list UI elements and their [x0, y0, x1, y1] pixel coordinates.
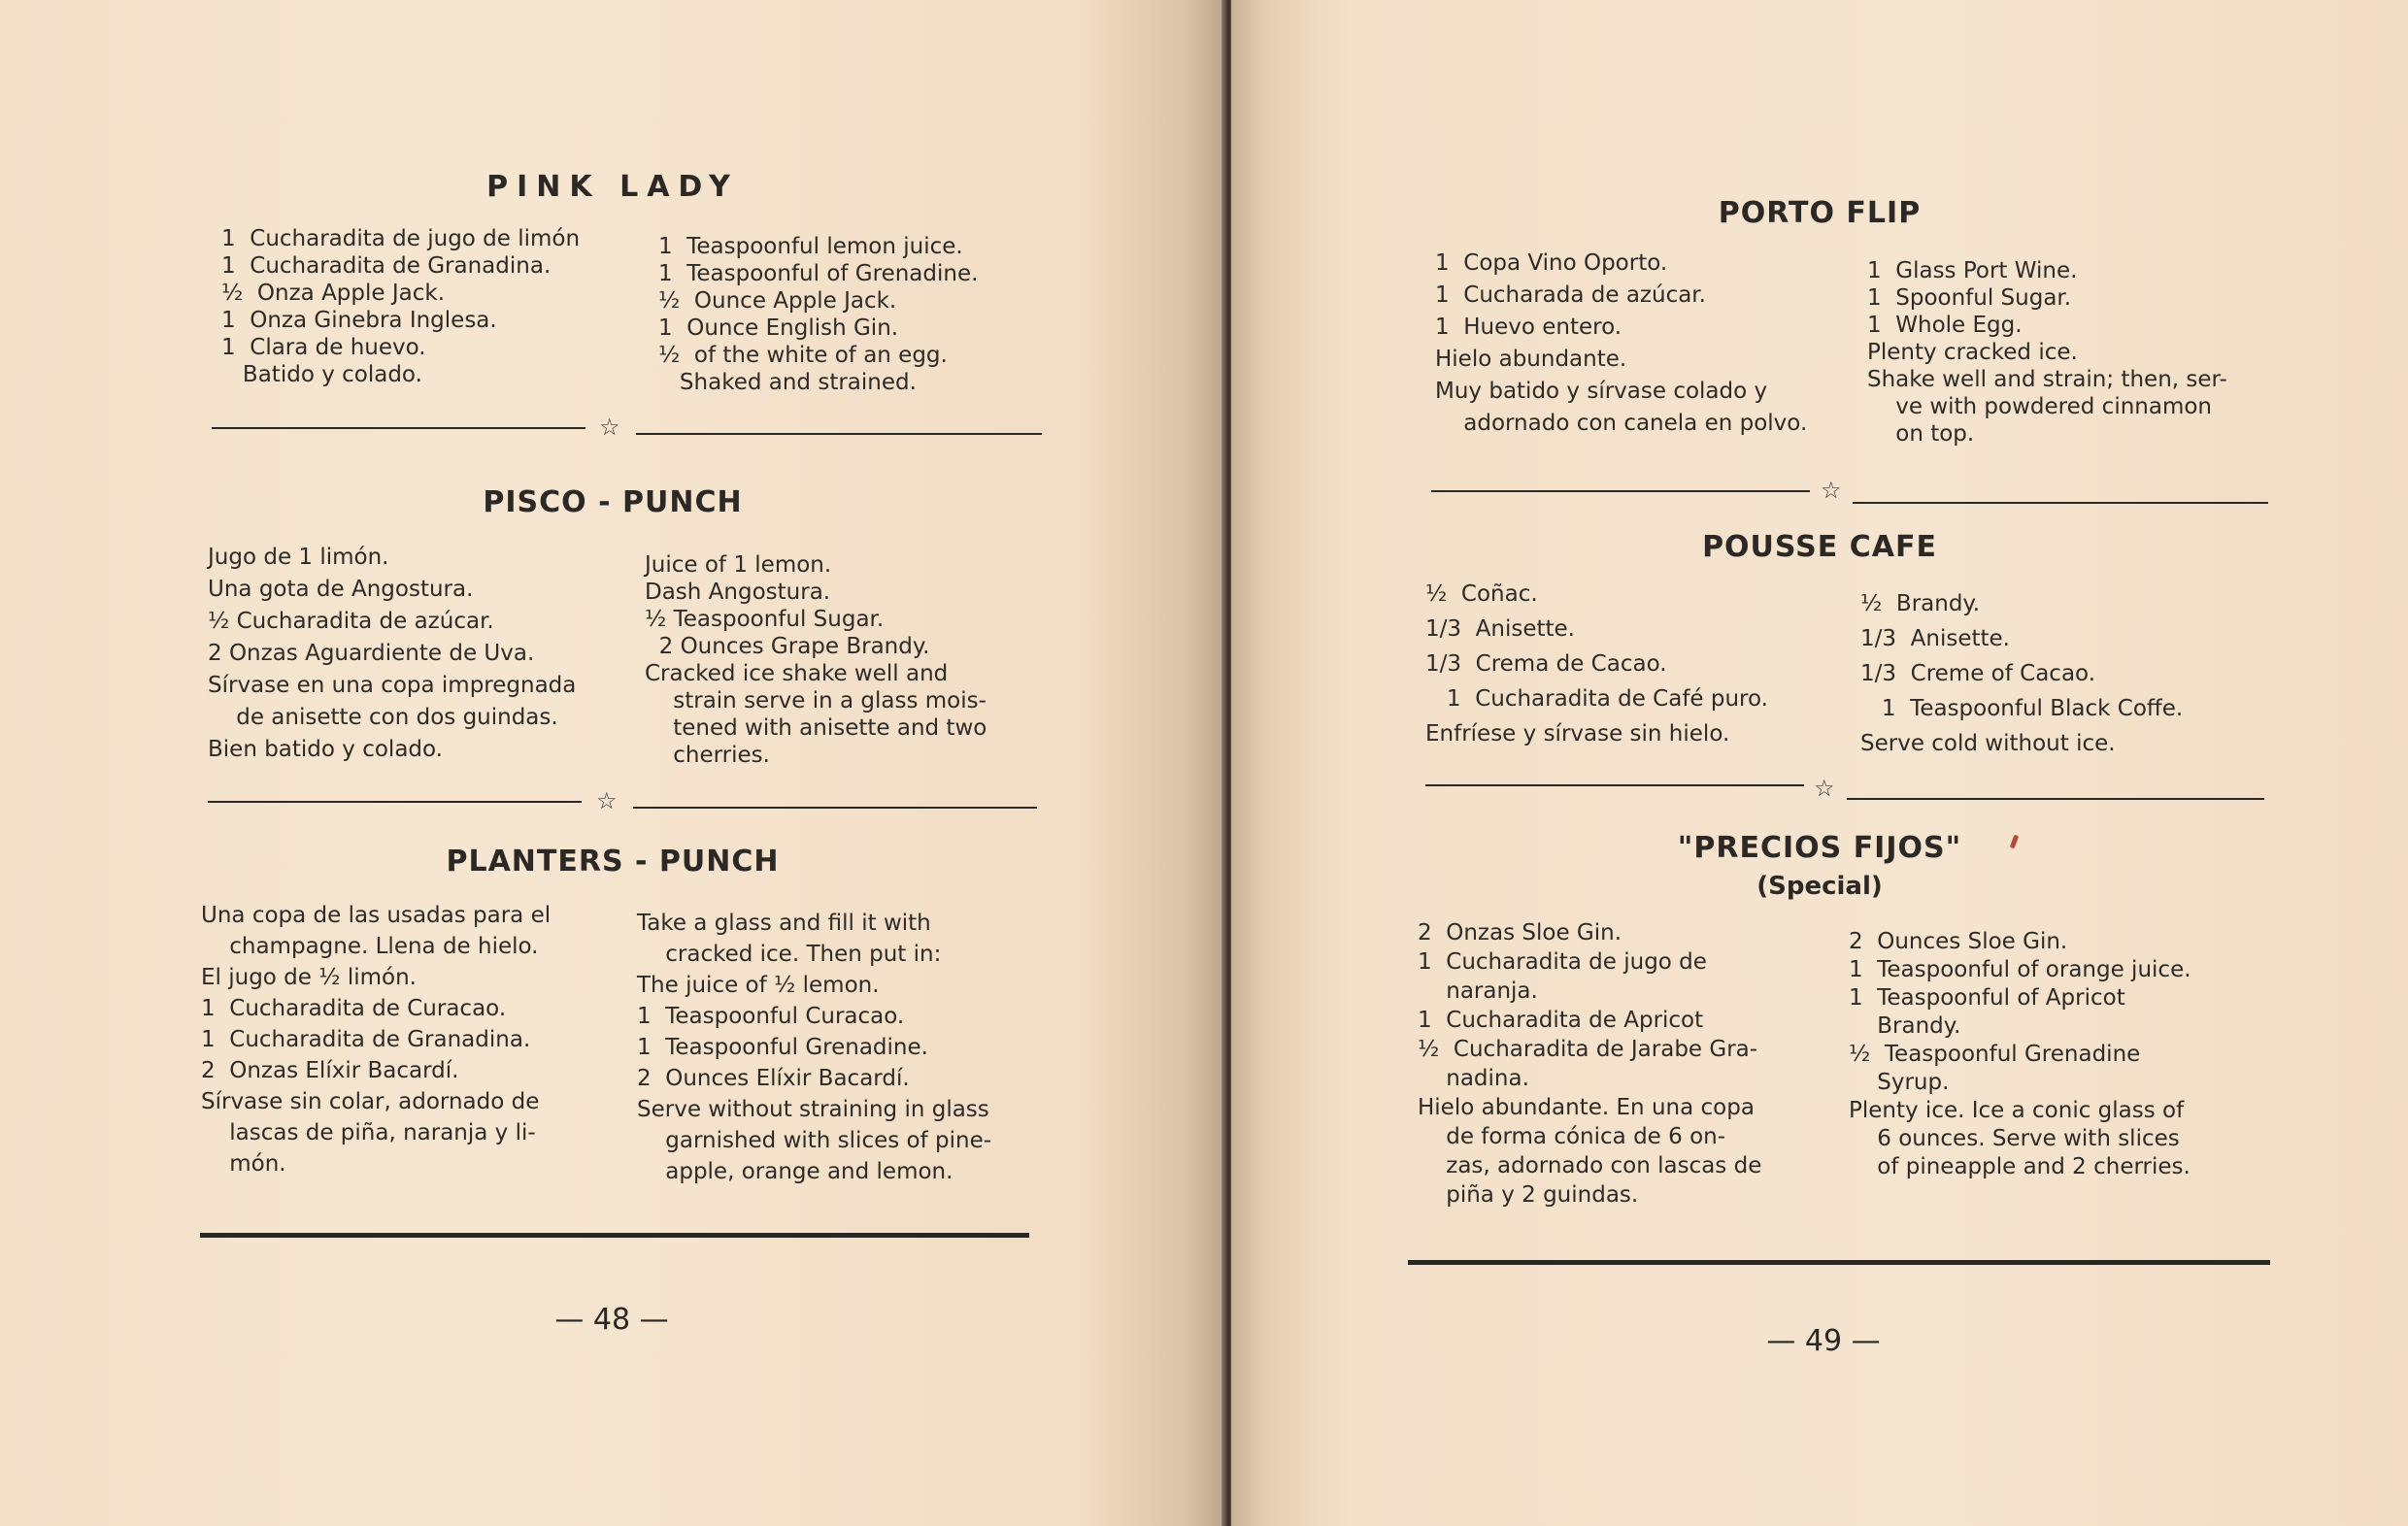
recipe-english-pousse-cafe [1860, 586, 2183, 761]
recipe-line: Syrup. [1849, 1070, 1950, 1095]
recipe-line: ½ Coñac. [1425, 581, 1538, 607]
recipe-line: 2 Ounces Elíxir Bacardí. [637, 1066, 910, 1091]
recipe-line: lascas de piña, naranja y li- [201, 1120, 536, 1145]
page-number: — 49 — [1766, 1324, 1881, 1358]
recipe-line: 1 Huevo entero. [1435, 315, 1622, 340]
recipe-line: Batido y colado. [221, 362, 422, 387]
star-icon: ☆ [1821, 477, 1842, 504]
recipe-line: Una gota de Angostura. [208, 577, 474, 602]
recipe-line: Cracked ice shake well and [645, 661, 949, 686]
recipe-line: Serve cold without ice. [1860, 731, 2116, 756]
divider-line [212, 427, 585, 429]
recipe-line: 1 Glass Port Wine. [1867, 258, 2078, 283]
recipe-line: tened with anisette and two [645, 715, 987, 741]
recipe-line: Muy batido y sírvase colado y [1435, 379, 1768, 404]
recipe-line: ½ of the white of an egg. [658, 343, 948, 368]
recipe-line: ½ Ounce Apple Jack. [658, 288, 897, 314]
divider-line [1431, 490, 1810, 492]
recipe-spanish-planters-punch [201, 900, 551, 1179]
recipe-spanish-porto-flip [1435, 248, 1807, 440]
recipe-line: 1 Onza Ginebra Inglesa. [221, 308, 497, 333]
divider-line [633, 807, 1037, 809]
recipe-line: adornado con canela en polvo. [1435, 411, 1808, 436]
star-icon: ☆ [599, 414, 620, 441]
recipe-line: Hielo abundante. En una copa [1418, 1095, 1755, 1120]
recipe-line: cracked ice. Then put in: [637, 942, 942, 967]
recipe-title-pink-lady: PINK LADY [486, 170, 739, 204]
recipe-line: piña y 2 guindas. [1418, 1182, 1639, 1208]
closing-rule [1408, 1260, 2270, 1265]
recipe-line: 1 Cucharada de azúcar. [1435, 282, 1706, 308]
recipe-line: 1 Teaspoonful of orange juice. [1849, 957, 2191, 982]
star-icon: ☆ [1814, 775, 1835, 802]
recipe-line: Plenty cracked ice. [1867, 340, 2078, 365]
recipe-line: 1/3 Anisette. [1425, 616, 1575, 642]
recipe-line: ½ Cucharadita de azúcar. [208, 609, 494, 634]
recipe-line: ½ Teaspoonful Grenadine [1849, 1042, 2141, 1067]
recipe-line: Plenty ice. Ice a conic glass of [1849, 1098, 2185, 1123]
recipe-line: naranja. [1418, 979, 1538, 1004]
recipe-title-porto-flip: PORTO FLIP [1718, 196, 1922, 230]
recipe-line: 1 Teaspoonful lemon juice. [658, 234, 963, 259]
recipe-line: 1 Cucharadita de Granadina. [201, 1027, 531, 1052]
recipe-line: ½ Onza Apple Jack. [221, 281, 446, 306]
recipe-line: apple, orange and lemon. [637, 1159, 953, 1184]
recipe-english-pink-lady [658, 233, 978, 396]
recipe-line: cherries. [645, 743, 770, 768]
recipe-spanish-pousse-cafe [1425, 577, 1768, 751]
recipe-spanish-precios-fijos [1418, 918, 1761, 1210]
recipe-title-pisco-punch: PISCO - PUNCH [483, 485, 743, 519]
recipe-line: Shake well and strain; then, ser- [1867, 367, 2227, 392]
recipe-line: 6 ounces. Serve with slices [1849, 1126, 2180, 1151]
recipe-line: 1 Teaspoonful of Grenadine. [658, 261, 979, 286]
recipe-line: Jugo de 1 limón. [208, 545, 389, 570]
recipe-line: Shaked and strained. [658, 370, 917, 395]
divider-line [1425, 784, 1804, 786]
recipe-line: de forma cónica de 6 on- [1418, 1124, 1726, 1149]
recipe-line: The juice of ½ lemon. [637, 973, 880, 998]
recipe-line: 1 Cucharadita de jugo de limón [221, 226, 581, 251]
recipe-line: 1 Ounce English Gin. [658, 315, 899, 341]
recipe-line: 2 Onzas Elíxir Bacardí. [201, 1058, 459, 1083]
recipe-line: Enfríese y sírvase sin hielo. [1425, 721, 1730, 746]
recipe-line: zas, adornado con lascas de [1418, 1153, 1762, 1178]
closing-rule [200, 1233, 1029, 1238]
divider-line [208, 801, 582, 803]
recipe-line: Una copa de las usadas para el [201, 903, 552, 928]
recipe-line: 2 Onzas Sloe Gin. [1418, 920, 1622, 945]
recipe-title-pousse-cafe: POUSSE CAFE [1702, 530, 1937, 564]
right-page [1231, 0, 2408, 1526]
recipe-spanish-pink-lady [221, 225, 580, 388]
recipe-line: ½ Cucharadita de Jarabe Gra- [1418, 1037, 1758, 1062]
recipe-english-pisco-punch [645, 551, 987, 769]
divider-line [636, 433, 1042, 435]
recipe-line: ½ Teaspoonful Sugar. [645, 607, 885, 632]
recipe-line: 1 Cucharadita de Café puro. [1425, 686, 1768, 712]
recipe-line: on top. [1867, 421, 1975, 447]
recipe-line: 1 Spoonful Sugar. [1867, 285, 2072, 311]
divider-line [1853, 502, 2268, 504]
recipe-line: 1 Teaspoonful Curacao. [637, 1004, 905, 1029]
divider-line [1847, 798, 2264, 800]
page-number: — 48 — [554, 1303, 669, 1337]
recipe-line: 1 Teaspoonful of Apricot [1849, 985, 2125, 1011]
recipe-line: Sírvase en una copa impregnada [208, 673, 577, 698]
recipe-line: Juice of 1 lemon. [645, 552, 832, 578]
recipe-subtitle-special: (Special) [1756, 872, 1883, 901]
recipe-line: 2 Ounces Sloe Gin. [1849, 929, 2068, 954]
recipe-line: El jugo de ½ limón. [201, 965, 417, 990]
recipe-line: món. [201, 1151, 286, 1177]
recipe-line: 1/3 Crema de Cacao. [1425, 651, 1667, 677]
recipe-line: nadina. [1418, 1066, 1529, 1091]
recipe-line: 1 Cucharadita de Curacao. [201, 996, 507, 1021]
recipe-line: 1 Teaspoonful Grenadine. [637, 1035, 928, 1060]
recipe-english-precios-fijos [1849, 928, 2191, 1181]
recipe-line: 1/3 Creme of Cacao. [1860, 661, 2096, 686]
recipe-line: Take a glass and fill it with [637, 911, 931, 936]
recipe-line: Serve without straining in glass [637, 1097, 989, 1122]
recipe-line: 1 Clara de huevo. [221, 335, 426, 360]
recipe-line: 1/3 Anisette. [1860, 626, 2010, 651]
recipe-line: de anisette con dos guindas. [208, 705, 558, 730]
star-icon: ☆ [596, 787, 618, 814]
recipe-english-porto-flip [1867, 257, 2227, 448]
recipe-line: 1 Cucharadita de Apricot [1418, 1008, 1704, 1033]
recipe-line: ve with powdered cinnamon [1867, 394, 2213, 419]
recipe-line: of pineapple and 2 cherries. [1849, 1154, 2191, 1179]
recipe-line: Hielo abundante. [1435, 347, 1627, 372]
recipe-line: Sírvase sin colar, adornado de [201, 1089, 540, 1114]
recipe-line: Dash Angostura. [645, 580, 831, 605]
recipe-line: 2 Ounces Grape Brandy. [645, 634, 930, 659]
recipe-line: 1 Cucharadita de jugo de [1418, 949, 1707, 975]
recipe-line: garnished with slices of pine- [637, 1128, 992, 1153]
recipe-line: Brandy. [1849, 1013, 1961, 1039]
recipe-line: ½ Brandy. [1860, 591, 1981, 616]
recipe-english-planters-punch [637, 908, 991, 1187]
recipe-line: champagne. Llena de hielo. [201, 934, 539, 959]
recipe-line: 1 Cucharadita de Granadina. [221, 253, 552, 279]
recipe-line: strain serve in a glass mois- [645, 688, 987, 713]
recipe-line: 1 Whole Egg. [1867, 313, 2023, 338]
recipe-title-planters-punch: PLANTERS - PUNCH [446, 845, 780, 879]
recipe-line: 2 Onzas Aguardiente de Uva. [208, 641, 535, 666]
recipe-line: 1 Teaspoonful Black Coffe. [1860, 696, 2184, 721]
recipe-line: 1 Copa Vino Oporto. [1435, 250, 1668, 276]
recipe-spanish-pisco-punch [208, 542, 576, 766]
recipe-title-precios-fijos: "PRECIOS FIJOS" [1677, 831, 1962, 865]
recipe-line: Bien batido y colado. [208, 737, 443, 762]
